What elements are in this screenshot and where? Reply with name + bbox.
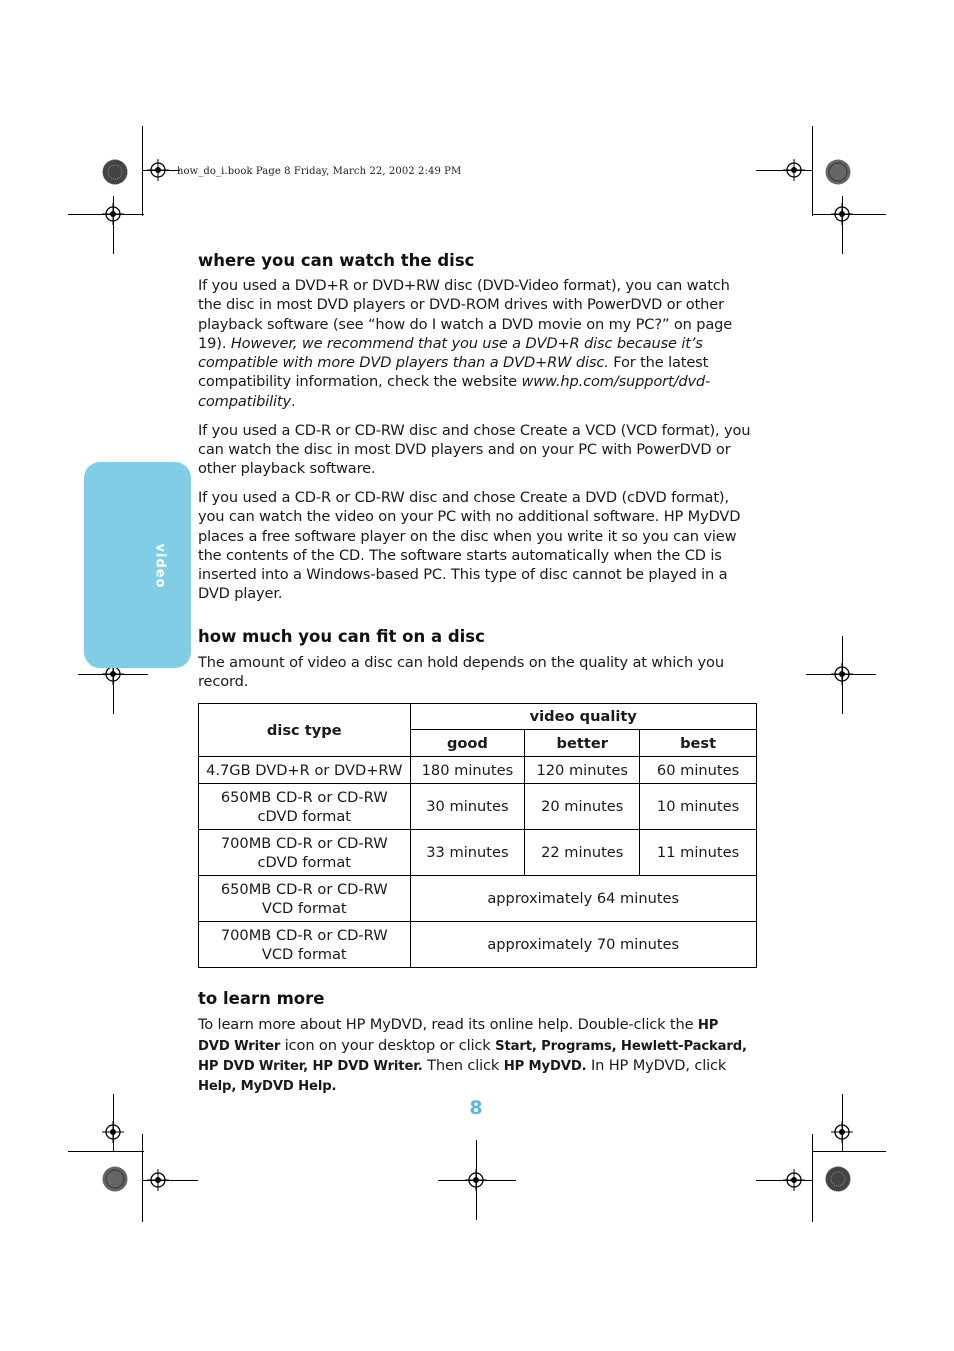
paragraph-cdvd: If you used a CD-R or CD-RW disc and chose Create a DVD (cDVD format), you can watch the video on your PC with no additional software. HP MyDVD places a free software player on the disc when you write it so you can view the contents of the CD. The software starts automatically when the CD is inserted into a Windows-based PC. This type of disc cannot be played in a DVD player. bbox=[198, 488, 741, 603]
color-rosette-icon bbox=[102, 159, 128, 185]
table-row: 700MB CD-R or CD-RW cDVD format 33 minutes 22 minutes 11 minutes bbox=[199, 830, 757, 876]
paragraph-dvd: If you used a DVD+R or DVD+RW disc (DVD-Video format), you can watch the disc in most DVD players or DVD-ROM drives with PowerDVD or other playback software (see “how do I watch a DVD movie on my PC?” on page 19). However, we recommend that you use a DVD+R disc because it’s compatible with more DVD players than a DVD+RW disc. For the latest compatibility information, check the website www.hp.com/support/dvd-compatibility. bbox=[198, 277, 733, 410]
crosshair-icon bbox=[831, 663, 853, 685]
crosshair-icon bbox=[147, 159, 169, 181]
capacity-table bbox=[198, 703, 757, 968]
compatibility-url: www.hp.com/support/dvd-compatibility bbox=[198, 373, 711, 410]
header-disc-type: disc type bbox=[199, 704, 411, 757]
crosshair-icon bbox=[783, 1169, 805, 1191]
side-tab bbox=[84, 462, 191, 668]
crosshair-icon bbox=[102, 1121, 124, 1143]
header-video-quality: video quality bbox=[410, 704, 757, 730]
crosshair-icon bbox=[831, 1121, 853, 1143]
header-good: good bbox=[410, 730, 525, 757]
side-tab-label: video bbox=[152, 543, 168, 589]
color-rosette-icon bbox=[102, 1166, 128, 1192]
paragraph-fit-intro: The amount of video a disc can hold depends on the quality at which you record. bbox=[198, 653, 724, 691]
heading-fit: how much you can fit on a disc bbox=[198, 626, 485, 646]
color-rosette-icon bbox=[825, 159, 851, 185]
table-row: 650MB CD-R or CD-RW VCD format approximately 64 minutes bbox=[199, 876, 757, 922]
heading-watch: where you can watch the disc bbox=[198, 251, 475, 270]
page-number: 8 bbox=[469, 1097, 483, 1119]
header-better: better bbox=[525, 730, 640, 757]
table-header-row bbox=[199, 704, 757, 730]
section-fit bbox=[198, 626, 754, 969]
table-row: 650MB CD-R or CD-RW cDVD format 30 minutes 20 minutes 10 minutes bbox=[199, 784, 757, 830]
crosshair-icon bbox=[831, 203, 853, 225]
crosshair-icon bbox=[147, 1169, 169, 1191]
section-learn bbox=[198, 988, 754, 1096]
book-slug: how_do_i.book Page 8 Friday, March 22, 2002 2:49 PM bbox=[177, 166, 462, 177]
crosshair-icon bbox=[783, 159, 805, 181]
heading-learn: to learn more bbox=[198, 989, 325, 1009]
table-row: 4.7GB DVD+R or DVD+RW 180 minutes 120 minutes 60 minutes bbox=[199, 757, 757, 784]
table-row: 700MB CD-R or CD-RW VCD format approximately 70 minutes bbox=[199, 922, 757, 968]
paragraph-learn: To learn more about HP MyDVD, read its online help. Double-click the HP DVD Writer icon on your desktop or click Start, Programs, Hewlett-Packard, HP DVD Writer, HP DVD Writer. Then click HP MyDVD. In HP MyDVD, click Help, MyDVD Help. bbox=[198, 1016, 747, 1095]
header-best: best bbox=[640, 730, 757, 757]
page-content bbox=[198, 250, 754, 1097]
crosshair-icon bbox=[102, 203, 124, 225]
crosshair-icon bbox=[465, 1169, 487, 1191]
paragraph-vcd: If you used a CD-R or CD-RW disc and chose Create a VCD (VCD format), you can watch the disc in most DVD players and on your PC with PowerDVD or other playback software. bbox=[198, 421, 751, 478]
color-rosette-icon bbox=[825, 1166, 851, 1192]
section-watch bbox=[198, 250, 754, 604]
